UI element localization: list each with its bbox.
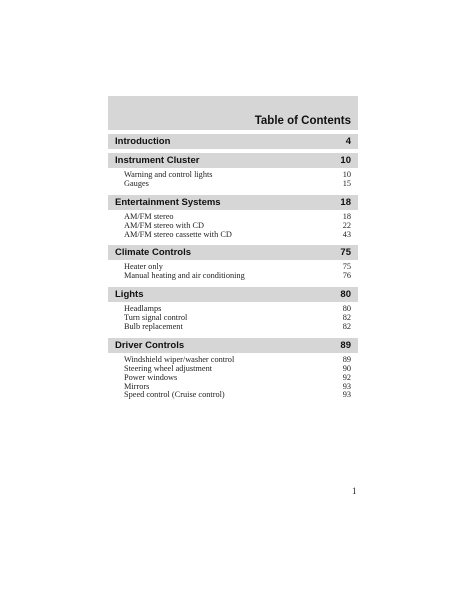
toc-entry[interactable] <box>108 323 358 332</box>
section-title: Introduction <box>115 136 171 147</box>
entry-page: 90 <box>342 363 351 373</box>
entry-label: Windshield wiper/washer control <box>124 354 235 364</box>
entry-label: Speed control (Cruise control) <box>124 390 225 400</box>
toc-entry[interactable] <box>108 231 358 240</box>
section-header-climate-controls[interactable] <box>108 245 358 260</box>
entry-page: 82 <box>342 322 351 332</box>
entry-page: 92 <box>342 372 351 382</box>
entry-label: Bulb replacement <box>124 322 183 332</box>
entry-label: Power windows <box>124 372 178 382</box>
section-entries-driver-controls <box>108 353 358 402</box>
entry-page: 43 <box>342 229 351 239</box>
section-entries-instrument-cluster <box>108 168 358 191</box>
section-page: 18 <box>340 196 351 208</box>
entry-label: Mirrors <box>124 381 150 391</box>
toc-title-band <box>108 96 358 130</box>
entry-page: 10 <box>342 170 351 179</box>
entry-page: 82 <box>342 313 351 323</box>
toc-entry[interactable] <box>108 391 358 400</box>
section-entries-entertainment-systems <box>108 210 358 242</box>
section-header-lights[interactable] <box>108 287 358 302</box>
toc-entry[interactable] <box>108 180 358 189</box>
section-header-instrument-cluster[interactable] <box>108 153 358 168</box>
section-header-driver-controls[interactable] <box>108 338 358 353</box>
entry-page: 89 <box>342 354 351 364</box>
section-page: 10 <box>340 155 351 166</box>
entry-label: Steering wheel adjustment <box>124 363 213 373</box>
section-title: Driver Controls <box>115 339 185 351</box>
entry-label: Heater only <box>124 262 163 272</box>
section-header-introduction[interactable] <box>108 134 358 149</box>
section-title: Instrument Cluster <box>115 155 200 166</box>
section-header-entertainment-systems[interactable] <box>108 195 358 210</box>
entry-label: AM/FM stereo <box>124 211 174 221</box>
section-title: Climate Controls <box>115 247 192 259</box>
section-title: Entertainment Systems <box>115 196 221 208</box>
entry-label: Warning and control lights <box>124 170 213 179</box>
entry-label: Manual heating and air conditioning <box>124 271 245 281</box>
section-title: Lights <box>115 289 144 301</box>
entry-page: 22 <box>342 220 351 230</box>
section-entries-lights <box>108 302 358 334</box>
entry-page: 18 <box>342 211 351 221</box>
section-page: 4 <box>345 136 351 147</box>
section-entries-climate-controls <box>108 260 358 283</box>
section-page: 89 <box>340 339 351 351</box>
toc-title: Table of Contents <box>254 115 351 127</box>
entry-label: Headlamps <box>124 304 162 314</box>
page-number: 1 <box>352 486 357 496</box>
section-page: 75 <box>340 247 351 259</box>
entry-page: 93 <box>342 390 351 400</box>
entry-page: 93 <box>342 381 351 391</box>
entry-page: 76 <box>342 271 351 281</box>
entry-page: 75 <box>342 262 351 272</box>
entry-label: Gauges <box>124 178 149 188</box>
entry-label: Turn signal control <box>124 313 188 323</box>
entry-label: AM/FM stereo with CD <box>124 220 204 230</box>
entry-page: 80 <box>342 304 351 314</box>
entry-page: 15 <box>342 178 351 188</box>
entry-label: AM/FM stereo cassette with CD <box>124 229 232 239</box>
toc-entry[interactable] <box>108 272 358 281</box>
table-of-contents <box>108 96 358 402</box>
section-page: 80 <box>340 289 351 301</box>
